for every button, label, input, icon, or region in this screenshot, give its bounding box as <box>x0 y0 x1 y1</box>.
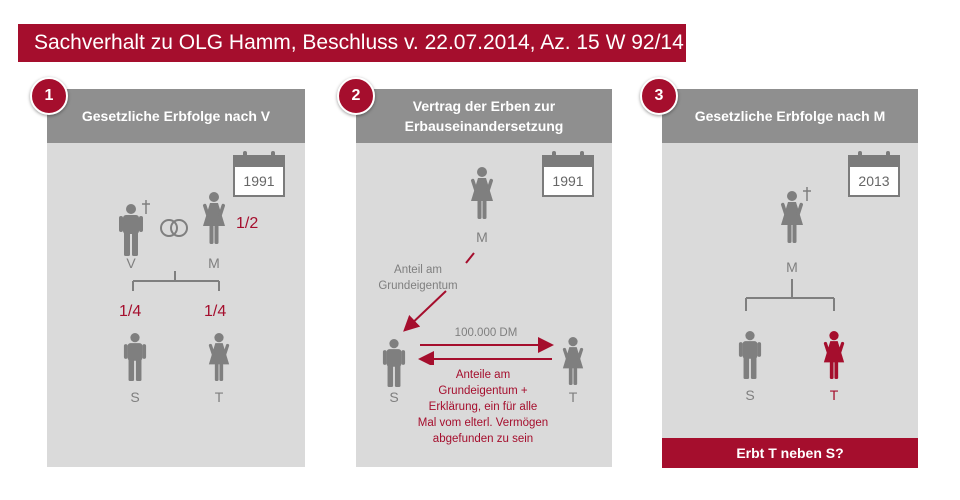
daughter-icon <box>822 331 846 379</box>
return-line: Anteile am <box>455 369 511 381</box>
person-label-s: S <box>389 389 399 405</box>
calendar-year: 1991 <box>233 165 285 197</box>
step-badge-2: 2 <box>337 77 375 115</box>
share-label-line-2: Grundeigentum <box>378 280 458 292</box>
panel-1-heading: Gesetzliche Erbfolge nach V <box>47 89 305 143</box>
panel-1 <box>47 89 305 467</box>
son-icon <box>738 331 762 379</box>
man-icon <box>119 200 153 256</box>
panel-2 <box>356 89 612 467</box>
calendar-icon <box>848 149 900 195</box>
person-label-m: M <box>786 259 798 275</box>
mother-icon <box>470 167 494 219</box>
share-son: 1/4 <box>119 303 142 320</box>
question-banner: Erbt T neben S? <box>662 438 918 468</box>
return-label <box>408 367 558 447</box>
person-label-t: T <box>214 389 224 405</box>
panel-2-heading-line-1: Vertrag der Erben zur <box>412 98 556 114</box>
person-label-t: T <box>568 389 578 405</box>
return-line: Grundeigentum + <box>438 385 528 397</box>
person-label-m: M <box>208 255 220 271</box>
woman-icon <box>202 192 226 244</box>
payment-label: 100.000 DM <box>454 327 518 339</box>
share-daughter: 1/4 <box>204 303 227 320</box>
calendar-icon <box>233 149 285 195</box>
panel-2-heading-line-2: Erbauseinandersetzung <box>404 118 564 134</box>
person-label-t: T <box>829 387 839 403</box>
daughter-icon <box>561 337 585 385</box>
family-tree-lines <box>738 279 848 313</box>
share-label <box>358 262 478 294</box>
step-badge-3: 3 <box>640 77 678 115</box>
panel-3-heading: Gesetzliche Erbfolge nach M <box>662 89 918 143</box>
son-icon <box>123 333 147 381</box>
page-title: Sachverhalt zu OLG Hamm, Beschluss v. 22.07.2014, Az. 15 W 92/14 <box>18 24 686 62</box>
share-label-line-1: Anteil am <box>394 264 442 276</box>
return-line: Erklärung, ein für alle <box>428 401 538 413</box>
calendar-year: 1991 <box>542 165 594 197</box>
step-badge-1: 1 <box>30 77 68 115</box>
person-label-m: M <box>476 229 488 245</box>
mother-icon <box>780 187 814 243</box>
return-line: Mal vom elterl. Vermögen <box>417 417 549 429</box>
calendar-year: 2013 <box>848 165 900 197</box>
share-mother: 1/2 <box>236 215 259 232</box>
son-icon <box>382 339 406 387</box>
payment-arrows <box>416 335 556 365</box>
rings-icon <box>159 217 189 239</box>
person-label-s: S <box>745 387 755 403</box>
calendar-icon <box>542 149 594 195</box>
return-line: abgefunden zu sein <box>432 433 534 445</box>
person-label-s: S <box>130 389 140 405</box>
person-label-v: V <box>126 255 136 271</box>
cross-icon <box>142 200 150 214</box>
cross-icon <box>803 187 811 201</box>
family-tree-lines <box>117 271 237 293</box>
panel-3 <box>662 89 918 439</box>
daughter-icon <box>207 333 231 381</box>
panel-2-heading <box>356 89 612 143</box>
